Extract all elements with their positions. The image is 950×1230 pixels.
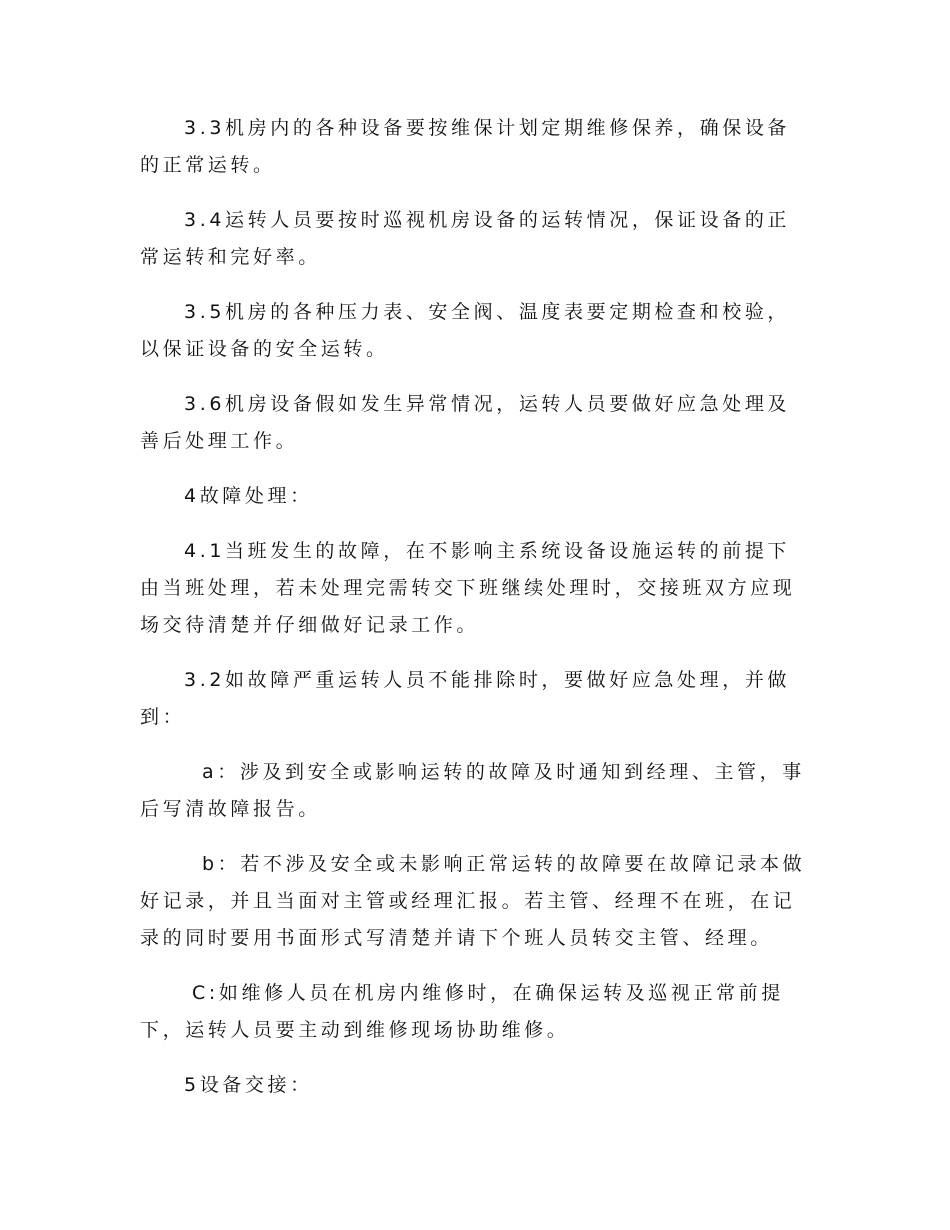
section-heading-5: 5设备交接：	[184, 1074, 313, 1096]
paragraph-3-6: 3.6机房设备假如发生异常情况，运转人员要做好应急处理及善后处理工作。	[140, 393, 791, 452]
paragraph-3-5: 3.5机房的各种压力表、安全阀、温度表要定期检查和校验，以保证设备的安全运转。	[140, 301, 791, 360]
paragraph-3-3: 3.3机房内的各种设备要按维保计划定期维修保养，确保设备的正常运转。	[140, 117, 791, 176]
paragraph-3-4: 3.4运转人员要按时巡视机房设备的运转情况，保证设备的正常运转和完好率。	[140, 209, 791, 268]
paragraph-3-2: 3.2如故障严重运转人员不能排除时，要做好应急处理，并做到：	[140, 669, 791, 728]
section-heading-4: 4故障处理：	[184, 485, 313, 507]
paragraph-4-1: 4.1当班发生的故障，在不影响主系统设备设施运转的前提下由当班处理，若未处理完需转交下班继续处理时，交接班双方应现场交待清楚并仔细做好记录工作。	[140, 540, 796, 636]
paragraph-item-b: b：若不涉及安全或未影响正常运转的故障要在故障记录本做好记录，并且当面对主管或经理汇报。若主管、经理不在班，在记录的同时要用书面形式写清楚并请下个班人员转交主管、经理。	[140, 853, 806, 949]
paragraph-item-c: C:如维修人员在机房内维修时，在确保运转及巡视正常前提下，运转人员要主动到维修现场协助维修。	[140, 982, 784, 1041]
document-body	[140, 110, 810, 1122]
paragraph-item-a: a：涉及到安全或影响运转的故障及时通知到经理、主管，事后写清故障报告。	[140, 761, 805, 820]
